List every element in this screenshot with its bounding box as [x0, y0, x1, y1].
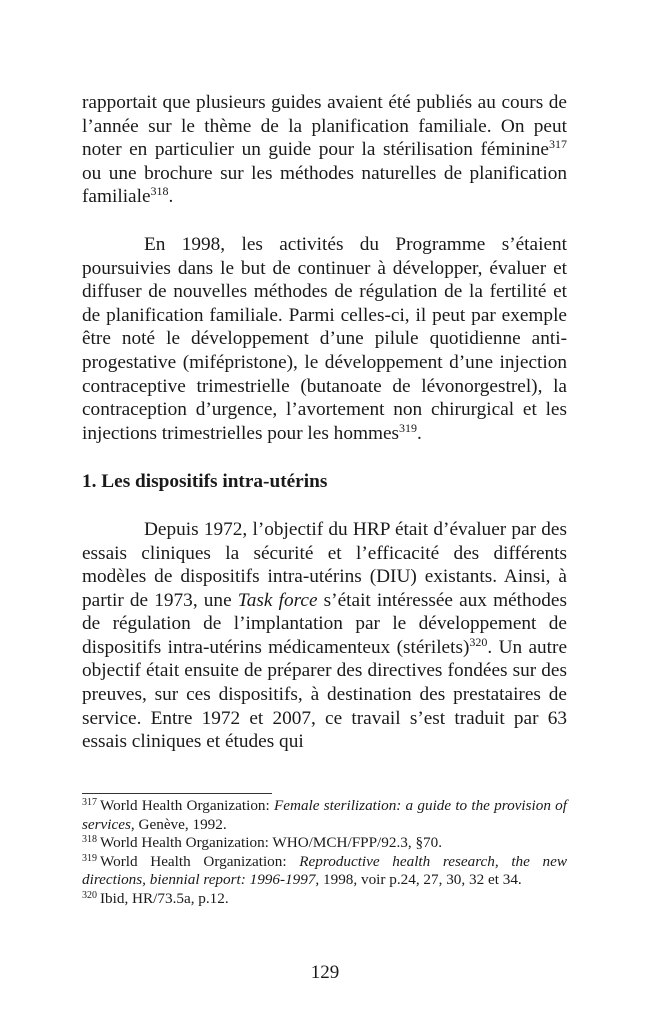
paragraph-3 [82, 518, 567, 754]
footnote-text: World Health Organization: [100, 797, 274, 814]
paragraph-3-text-c: . Un autre objectif était ensuite de préparer des directives fondées sur des preuves, sur ces dispositifs, à destination des prestataires de service. Entre 1972 et 2007, ce travail s’est traduit par 63 essais cliniques et études qui [82, 636, 567, 753]
paragraph-3-text-a: Depuis 1972, l’objectif du HRP était d’évaluer par des essais cliniques la sécurité et l’efficacité des différents modèles de dispositifs intra-utérins (DIU) existants. Ainsi, à partir de 1973, une [82, 518, 567, 611]
paragraph-2-text-b: . [417, 422, 422, 444]
footnote-number: 317 [82, 797, 97, 808]
footnote-ref-317[interactable]: 317 [549, 137, 567, 152]
footnote-text: World Health Organization: [100, 852, 300, 870]
footnote-318 [82, 834, 567, 853]
footnote-text: World Health Organization: WHO/MCH/FPP/92.3, §70. [100, 834, 443, 852]
footnote-ref-320[interactable]: 320 [469, 634, 488, 649]
paragraph-1 [82, 91, 567, 209]
paragraph-1-text-a: rapportait que plusieurs guides avaient été publiés au cours de l’année sur le thème de la planification familiale. On peut noter en particulier un guide pour la stérilisation féminine [82, 92, 567, 161]
footnote-title: Female sterilization: a guide to the provision of services [82, 797, 567, 833]
footnote-text: Ibid, HR/73.5a, p.12. [100, 889, 229, 907]
footnote-text-end: 1998, voir p.24, 27, 30, 32 et 34. [319, 871, 522, 889]
section-heading: 1. Les dispositifs intra-utérins [82, 471, 328, 493]
paragraph-3-text-b: s’était intéressée aux méthodes de régulation de l’implantation par le développement de dispositifs intra-utérins médicamenteux (stérilets) [82, 589, 567, 658]
paragraph-3-italic: Task force [237, 589, 318, 611]
footnote-319 [82, 853, 567, 890]
footnote-text-end: , Genève, 1992. [130, 815, 227, 833]
page-body [82, 91, 567, 754]
footnote-320 [82, 890, 567, 909]
paragraph-1-text-c: . [168, 186, 174, 208]
footnote-number: 318 [82, 834, 97, 846]
paragraph-2 [82, 233, 567, 445]
footnote-number: 319 [82, 852, 97, 864]
footnote-ref-318[interactable]: 318 [150, 184, 169, 199]
footnote-title: Reproductive health research, the new directions, biennial report: 1996-1997, [82, 852, 567, 889]
footnote-317 [82, 797, 567, 834]
footnotes [82, 797, 567, 909]
footnote-number: 320 [82, 889, 97, 901]
paragraph-1-text-b: ou une brochure sur les méthodes naturelles de planification familiale [82, 162, 567, 208]
paragraph-2-text-a: En 1998, les activités du Programme s’étaient poursuivies dans le but de continuer à développer, évaluer et diffuser de nouvelles méthodes de régulation de la fertilité et de planification familiale. Parmi celles-ci, il peut par exemple être noté le développement d’une pilule quotidienne anti-progestative (mifépristone), le développement d’une injection contraceptive trimestrielle (butanoate de lévonorgestrel), la contraception d’urgence, l’avortement non chirurgical et les injections trimestrielles pour les hommes [82, 233, 567, 444]
page-number: 129 [310, 962, 340, 983]
footnote-ref-319[interactable]: 319 [399, 420, 418, 435]
footnote-divider [82, 793, 272, 794]
